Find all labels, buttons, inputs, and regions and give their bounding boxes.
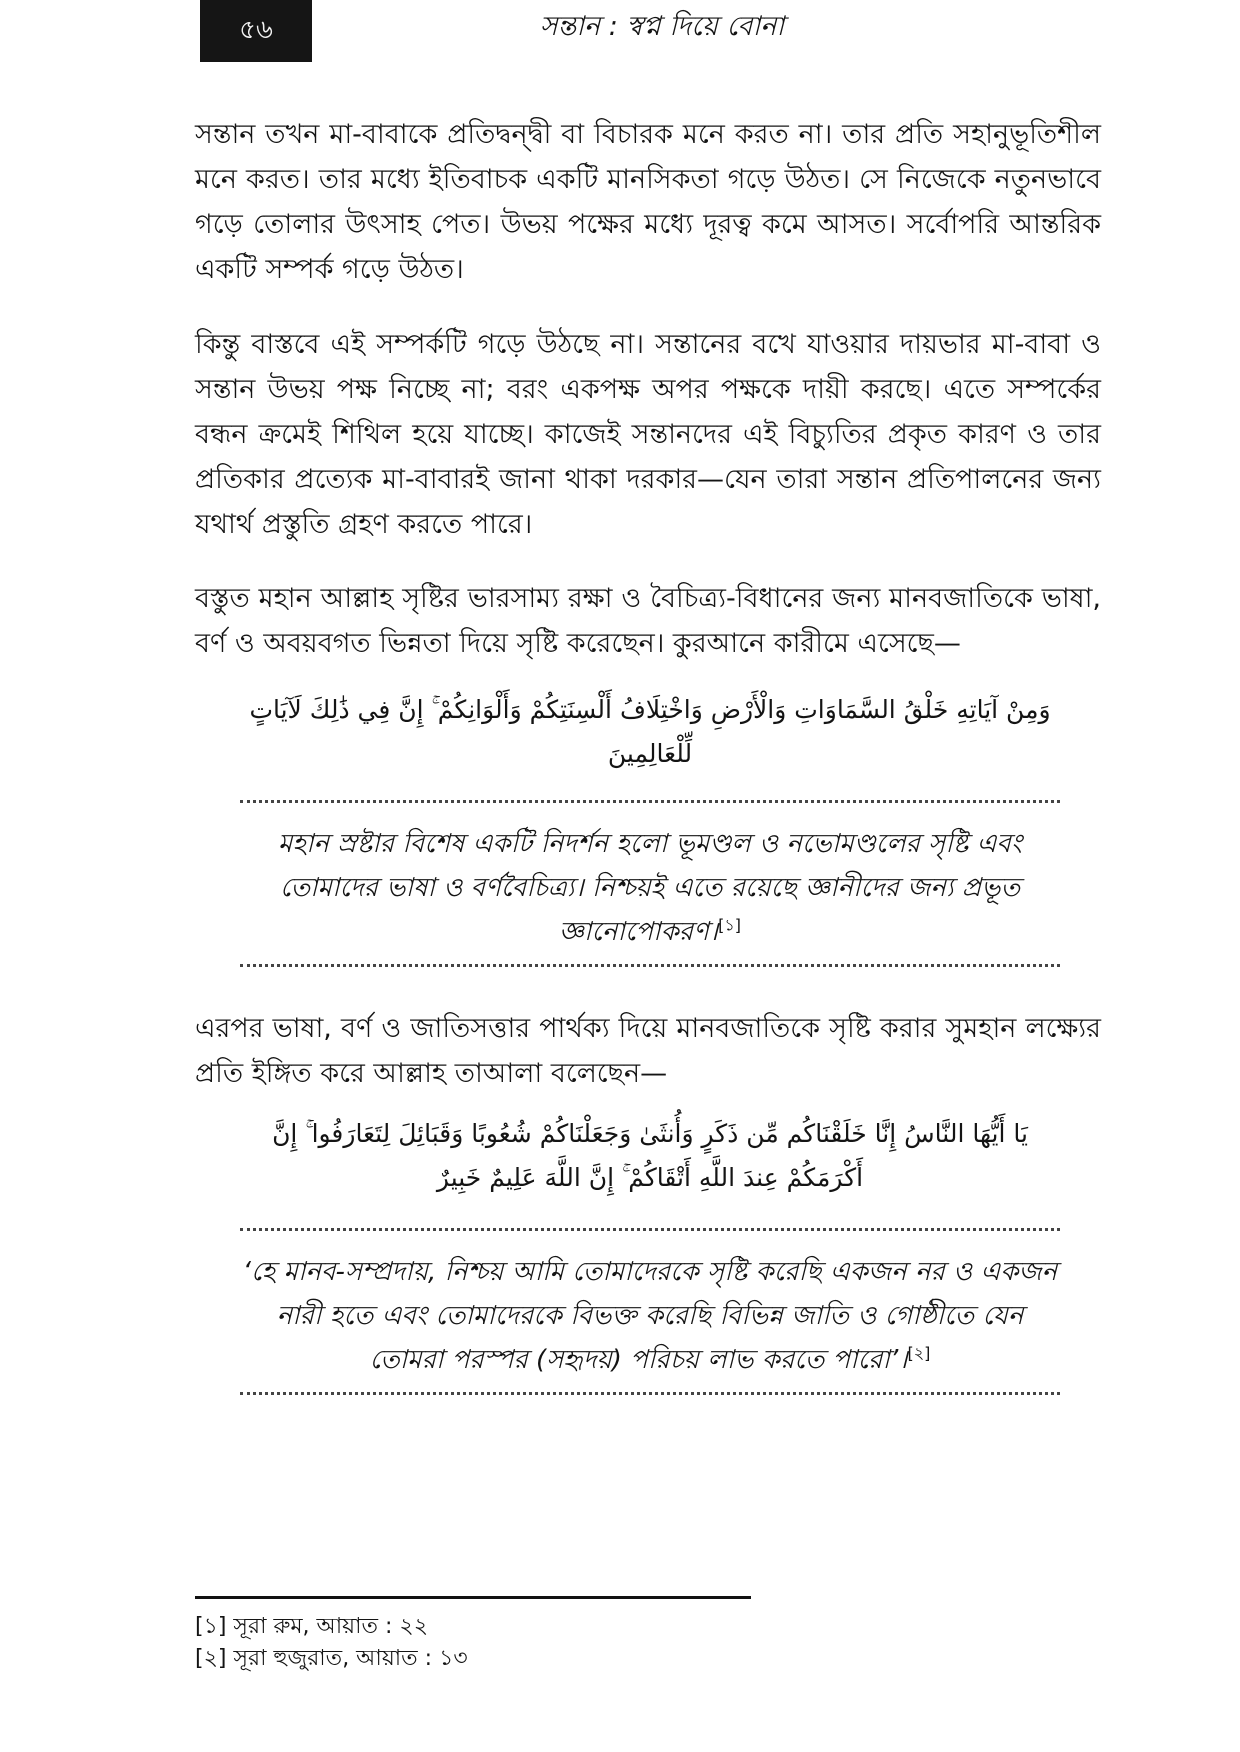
quote-divider	[240, 1228, 1060, 1231]
footnote-rule	[195, 1596, 751, 1599]
quote-divider	[240, 1392, 1060, 1395]
paragraph-1: সন্তান তখন মা-বাবাকে প্রতিদ্বন্দ্বী বা বিচারক মনে করত না। তার প্রতি সহানুভূতিশীল মনে করত। তার মধ্যে ইতিবাচক একটি মানসিকতা গড়ে উঠত। সে নিজেকে নতুনভাবে গড়ে তোলার উৎসাহ পেত। উভয় পক্ষের মধ্যে দূরত্ব কমে আসত। সর্বোপরি আন্তরিক একটি সম্পর্ক গড়ে উঠত।	[195, 119, 1101, 285]
footnote-2: [২] সূরা হুজুরাত, আয়াত : ১৩	[195, 1646, 468, 1671]
verse-translation-2: ‘হে মানব-সম্প্রদায়, নিশ্চয় আমি তোমাদেরকে সৃষ্টি করেছি একজন নর ও একজন নারী হতে এবং তোমাদেরকে বিভক্ত করেছি বিভিন্ন জাতি ও গোষ্ঠীতে যেন তোমরা পরস্পর (সহৃদয়) পরিচয় লাভ করতে পারো’।[২]	[242, 1257, 1058, 1375]
quote-divider	[240, 800, 1060, 803]
paragraph-3: বস্তুত মহান আল্লাহ সৃষ্টির ভারসাম্য রক্ষা ও বৈচিত্র্য-বিধানের জন্য মানবজাতিকে ভাষা, বর্ণ ও অবয়বগত ভিন্নতা দিয়ে সৃষ্টি করেছেন। কুরআনে কারীমে এসেছে—	[195, 583, 1101, 659]
footnote-ref-2: [২]	[907, 1343, 931, 1363]
arabic-verse-1: وَمِنْ آيَاتِهِ خَلْقُ السَّمَاوَاتِ وَالْأَرْضِ وَاخْتِلَافُ أَلْسِنَتِكُمْ وَأَلْوَانِكُمْ ۚ إِنَّ فِي ذَٰلِكَ لَآيَاتٍ لِّلْعَالِمِينَ	[249, 695, 1051, 768]
verse-translation-1: মহান স্রষ্টার বিশেষ একটি নিদর্শন হলো ভূমণ্ডল ও নভোমণ্ডলের সৃষ্টি এবং তোমাদের ভাষা ও বর্ণবৈচিত্র্য। নিশ্চয়ই এতে রয়েছে জ্ঞানীদের জন্য প্রভূত জ্ঞানোপোকরণ।[১]	[277, 829, 1023, 947]
paragraph-2: কিন্তু বাস্তবে এই সম্পর্কটি গড়ে উঠছে না। সন্তানের বখে যাওয়ার দায়ভার মা-বাবা ও সন্তান উভয় পক্ষ নিচ্ছে না; বরং একপক্ষ অপর পক্ষকে দায়ী করছে। এতে সম্পর্কের বন্ধন ক্রমেই শিথিল হয়ে যাচ্ছে। কাজেই সন্তানদের এই বিচ্যুতির প্রকৃত কারণ ও তার প্রতিকার প্রত্যেক মা-বাবারই জানা থাকা দরকার—যেন তারা সন্তান প্রতিপালনের জন্য যথার্থ প্রস্তুতি গ্রহণ করতে পারে।	[195, 329, 1101, 540]
footnote-1: [১] সূরা রুম, আয়াত : ২২	[195, 1614, 429, 1639]
quote-divider	[240, 964, 1060, 967]
arabic-verse-2: يَا أَيُّهَا النَّاسُ إِنَّا خَلَقْنَاكُم مِّن ذَكَرٍ وَأُنثَىٰ وَجَعَلْنَاكُمْ شُعُوبًا وَقَبَائِلَ لِتَعَارَفُوا ۚ إِنَّ أَكْرَمَكُمْ عِندَ اللَّهِ أَتْقَاكُمْ ۚ إِنَّ اللَّهَ عَلِيمٌ خَبِيرٌ	[272, 1119, 1028, 1192]
footnote-ref-1: [১]	[718, 915, 741, 935]
paragraph-4: এরপর ভাষা, বর্ণ ও জাতিসত্তার পার্থক্য দিয়ে মানবজাতিকে সৃষ্টি করার সুমহান লক্ষ্যের প্রতি ইঙ্গিত করে আল্লাহ তাআলা বলেছেন—	[195, 1013, 1101, 1089]
page-number: ৫৬	[200, 0, 312, 62]
running-title: সন্তান : স্বপ্ন দিয়ে বোনা	[539, 11, 785, 42]
